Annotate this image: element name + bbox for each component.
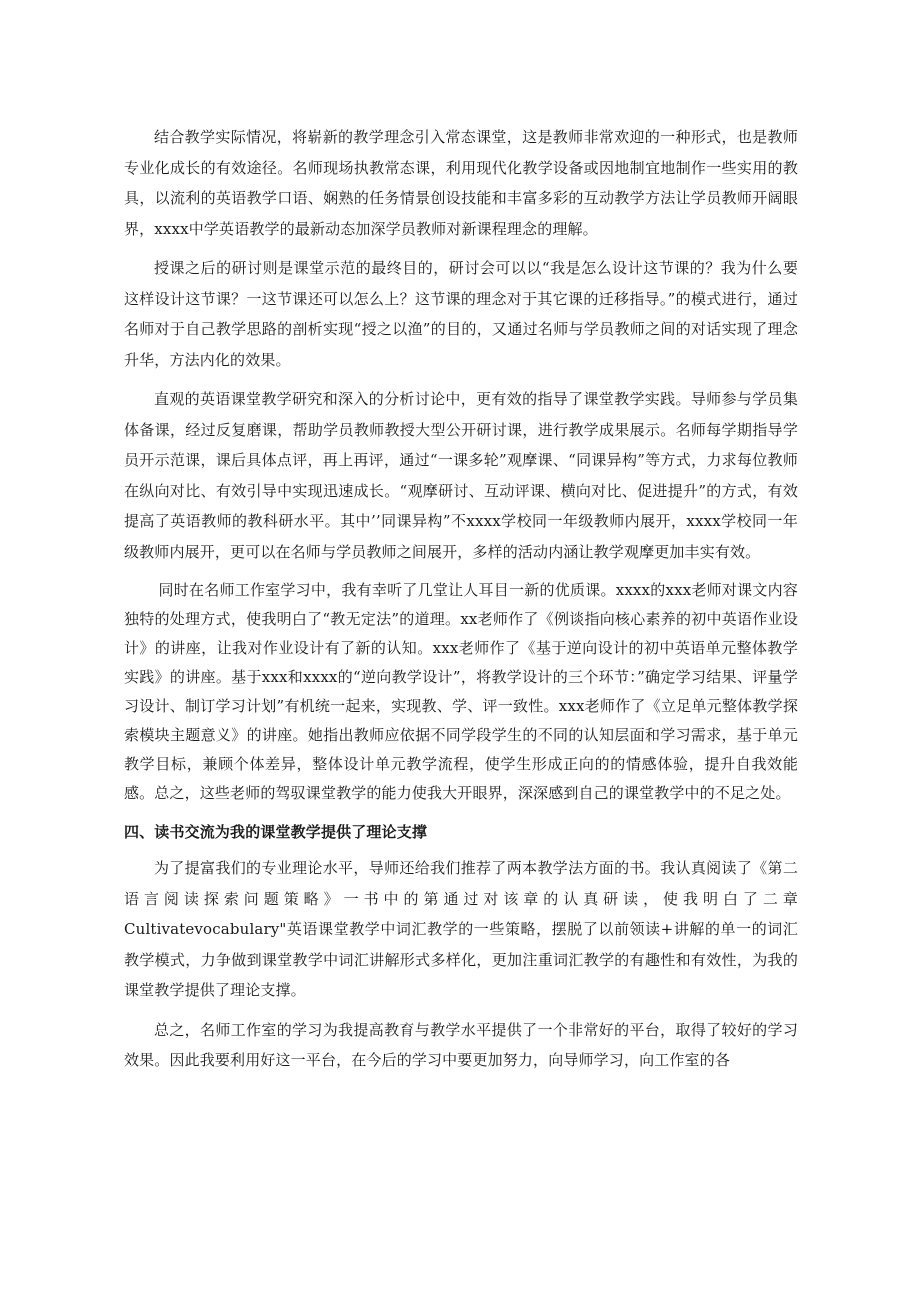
paragraph-5: 为了提富我们的专业理论水平，导师还给我们推荐了两本教学法方面的书。我认真阅读了《第二语言阅读探索问题策略》一书中的第通过对该章的认真研读，使我明白了二章Cultivatevocabulary"英语课堂教学中词汇教学的一些策略，摆脱了以前领读+讲解的单一的词汇教学模式，力争做到课堂教学中词汇讲解形式多样化，更加注重词汇教学的有趣性和有效性，为我的课堂教学提供了理论支撑。 [124,859,798,999]
paragraph-3: 直观的英语课堂教学研究和深入的分析讨论中，更有效的指导了课堂教学实践。导师参与学员集体备课，经过反复磨课，帮助学员教师教授大型公开研讨课，进行教学成果展示。名师每学期指导学员开示范课，课后具体点评，再上再评，通过“一课多轮”观摩课、“同课异构”等方式，力求每位教师在纵向对比、有效引导中实现迅速成长。“观摩研讨、互动评课、横向对比、促进提升”的方式，有效提高了英语教师的教科研水平。其中’’同课异构”不xxxx学校同一年级教师内展开，xxxx学校同一年级教师内展开，更可以在名师与学员教师之间展开，多样的活动内涵让教学观摩更加丰实有效。 [124,390,798,561]
paragraph-2: 授课之后的研讨则是课堂示范的最终目的，研讨会可以以“我是怎么设计这节课的？我为什么要这样设计这节课？一这节课还可以怎么上？这节课的理念对于其它课的迁移指导。”的模式进行，通过名师对于自己教学思路的剖析实现“授之以渔”的目的，又通过名师与学员教师之间的对话实现了理念升华，方法内化的效果。 [124,259,798,369]
paragraph-1: 结合教学实际情况，将崭新的教学理念引入常态课堂，这是教师非常欢迎的一种形式，也是教师专业化成长的有效途径。名师现场执教常态课，利用现代化教学设备或因地制宜地制作一些实用的教具，以流利的英语教学口语、娴熟的任务情景创设技能和丰富多彩的互动教学方法让学员教师开阔眼界，xxxx中学英语教学的最新动态加深学员教师对新课程理念的理解。 [124,128,798,238]
paragraph-4: 同时在名师工作室学习中，我有幸听了几堂让人耳目一新的优质课。xxxx的xxx老师对课文内容独特的处理方式，使我明白了“教无定法”的道理。xx老师作了《例谈指向核心素养的初中英语作业设计》的讲座，让我对作业设计有了新的认知。xxx老师作了《基于逆向设计的初中英语单元整体教学实践》的讲座。基于xxx和xxxx的“逆向教学设计”，将教学设计的三个环节：”确定学习结果、评量学习设计、制订学习计划”有机统一起来，实现教、学、评一致性。xxx老师作了《立足单元整体教学探索模块主题意义》的讲座。她指出教师应依据不同学段学生的不同的认知层面和学习需求，基于单元教学目标，兼顾个体差异，整体设计单元教学流程，使学生形成正向的的情感体验，提升自我效能感。总之，这些老师的驾驭课堂教学的能力使我大开眼界，深深感到自己的课堂教学中的不足之处。 [124,581,798,802]
section-heading: 四、读书交流为我的课堂教学提供了理论支撑 [124,823,428,841]
document-body [124,122,798,1085]
paragraph-6: 总之，名师工作室的学习为我提高教育与教学水平提供了一个非常好的平台，取得了较好的学习效果。因此我要利用好这一平台，在今后的学习中要更加努力，向导师学习，向工作室的各 [124,1020,798,1069]
